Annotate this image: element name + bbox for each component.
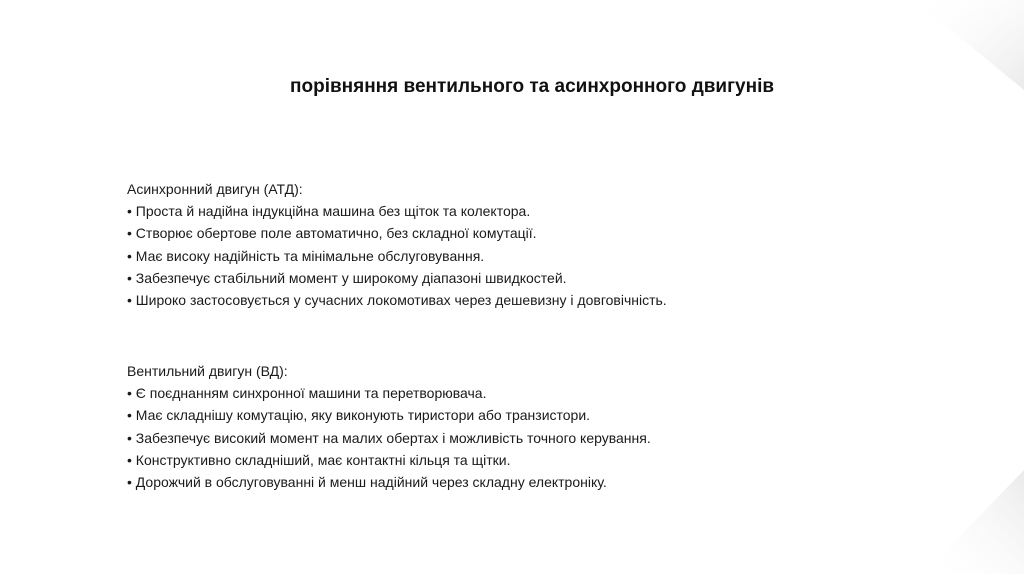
slide-corner-shadow [804, 0, 1024, 574]
bullet-item: • Забезпечує високий момент на малих обертах і можливість точного керування. [127, 429, 651, 446]
slide-title: порівняння вентильного та асинхронного двигунів [290, 76, 775, 97]
bullet-item: • Широко застосовується у сучасних локомотивах через дешевизну і довговічність. [127, 292, 667, 309]
bullet-item: • Має високу надійність та мінімальне обслуговування. [127, 247, 485, 264]
section-async-motor [127, 178, 667, 311]
section-valve-motor [127, 360, 651, 493]
section-heading: Асинхронний двигун (АТД): [127, 181, 303, 197]
bullet-item: • Проста й надійна індукційна машина без щіток та колектора. [127, 203, 531, 220]
bullet-item: • Конструктивно складніший, має контактні кільця та щітки. [127, 451, 511, 468]
bullet-item: • Має складнішу комутацію, яку виконують тиристори або транзистори. [127, 407, 591, 424]
bullet-item: • Забезпечує стабільний момент у широкому діапазоні швидкостей. [127, 269, 567, 286]
section-heading: Вентильний двигун (ВД): [127, 363, 288, 379]
bullet-item: • Дорожчий в обслуговуванні й менш надійний через складну електроніку. [127, 474, 607, 491]
bullet-item: • Створює обертове поле автоматично, без складної комутації. [127, 225, 537, 242]
bullet-item: • Є поєднанням синхронної машини та перетворювача. [127, 385, 487, 402]
